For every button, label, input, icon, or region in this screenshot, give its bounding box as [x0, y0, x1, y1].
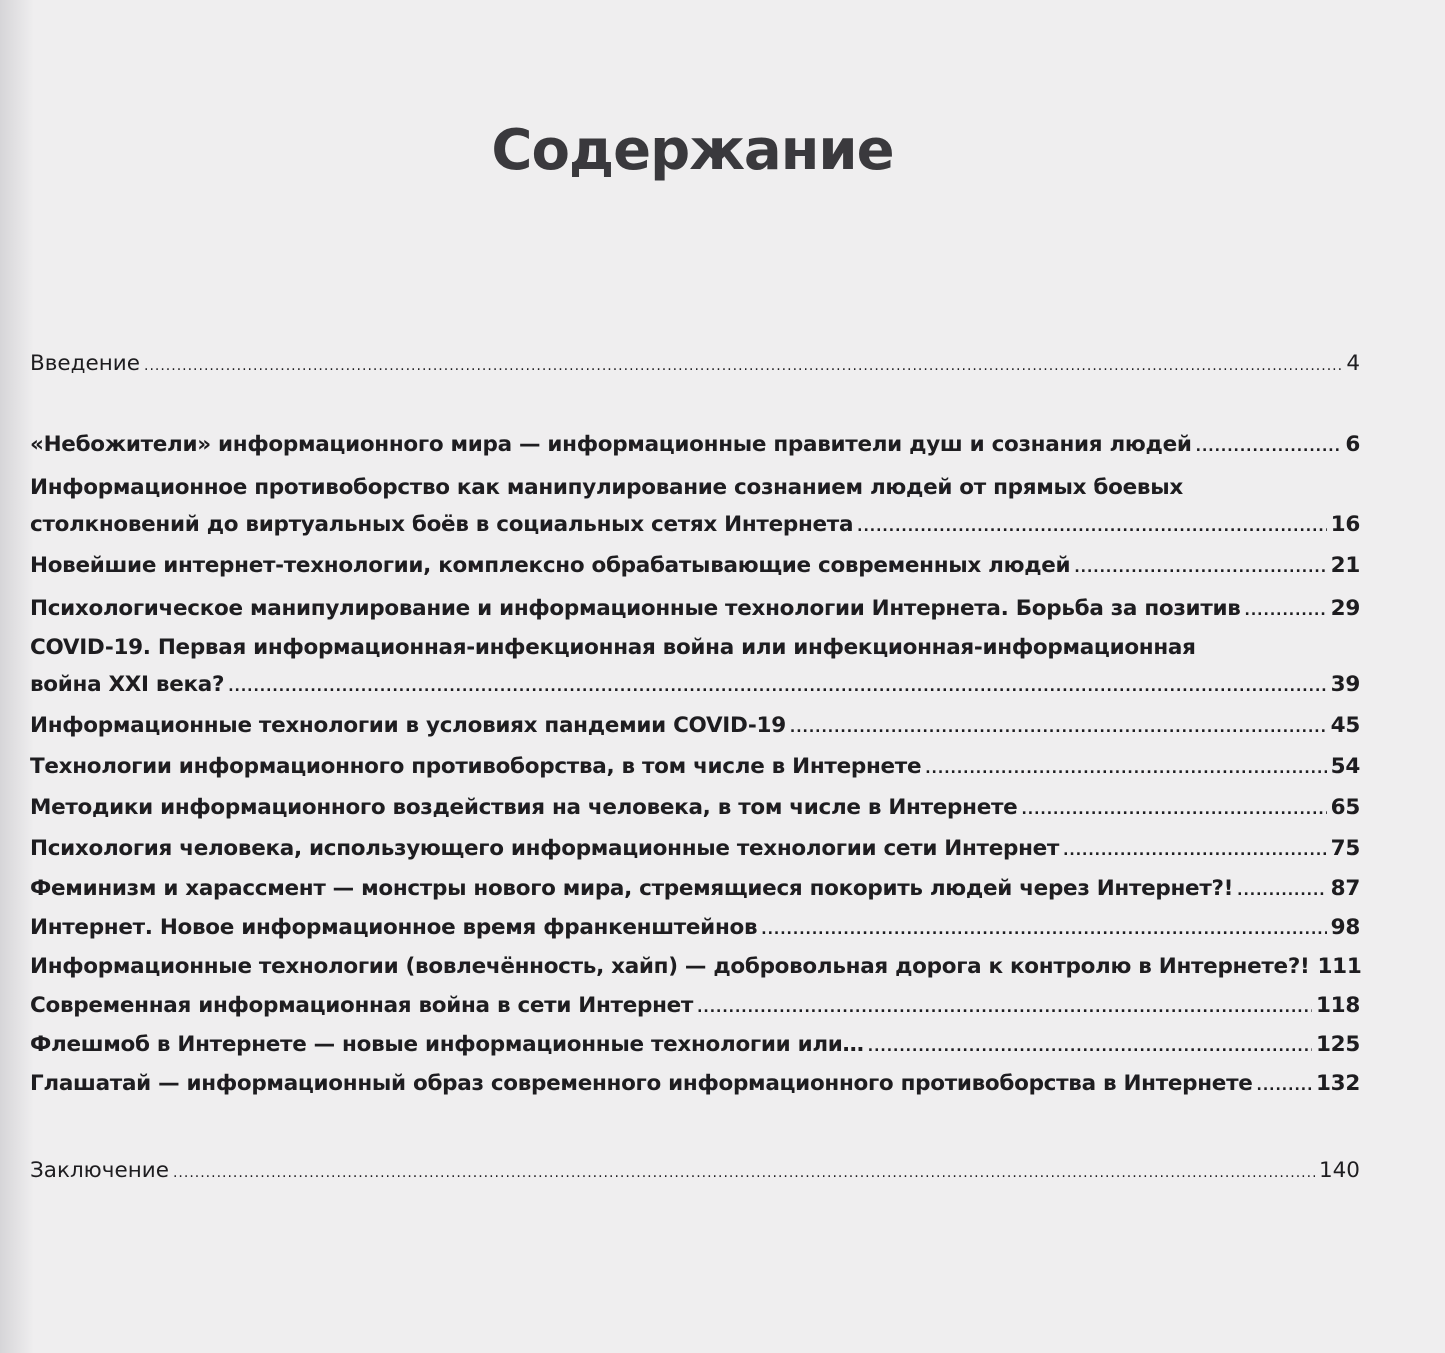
toc-entry[interactable] [30, 870, 1360, 910]
toc-entry-title-line1: COVID-19. Первая информационная-инфекционная война или инфекционная-информационная [30, 635, 1196, 660]
toc-leader-dots [697, 990, 1312, 1027]
toc-entry-title: Интернет. Новое информационное время франкенштейнов [30, 915, 758, 940]
toc-entry-title: «Небожители» информационного мира — информационные правители душ и сознания людей [30, 432, 1192, 457]
toc-entry[interactable] [30, 789, 1360, 829]
toc-page-number: 16 [1330, 512, 1360, 537]
toc-page-number: 118 [1316, 993, 1360, 1018]
toc-entry[interactable] [30, 1026, 1360, 1066]
toc-entry-title: Методики информационного воздействия на человека, в том числе в Интернете [30, 795, 1018, 820]
toc-leader-dots [925, 751, 1326, 788]
toc-entry[interactable] [30, 426, 1360, 466]
toc-page-number: 125 [1316, 1032, 1360, 1057]
toc-entry-title: Технологии информационного противоборства, в том числе в Интернете [30, 754, 922, 779]
toc-page-number: 54 [1330, 754, 1360, 779]
toc-entry[interactable] [30, 1065, 1360, 1105]
toc-leader-dots [761, 912, 1326, 949]
toc-entry-title: Современная информационная война в сети Интернет [30, 993, 694, 1018]
toc-page-number: 140 [1318, 1158, 1360, 1183]
toc-leader-dots [857, 509, 1327, 546]
toc-leader-dots [1237, 873, 1327, 910]
toc-entry-introduction[interactable] [30, 345, 1360, 385]
toc-entry-title: Информационные технологии (вовлечённость, хайп) — добровольная дорога к контролю в Интернете?! [30, 954, 1310, 979]
toc-page-number: 39 [1330, 672, 1360, 697]
toc-entry[interactable] [30, 909, 1360, 949]
toc-entry-title: Психологическое манипулирование и информационные технологии Интернета. Борьба за позитив [30, 596, 1241, 621]
toc-entry-title: Психология человека, использующего информационные технологии сети Интернет [30, 836, 1060, 861]
toc-entry[interactable] [30, 547, 1360, 587]
toc-page-number: 111 [1317, 954, 1362, 979]
toc-entry[interactable] [30, 987, 1360, 1027]
page-title: Содержание [491, 118, 894, 183]
toc-entry-title: Заключение [30, 1158, 169, 1183]
toc-page-number: 65 [1330, 795, 1360, 820]
toc-page-number: 98 [1330, 915, 1360, 940]
toc-page-number: 87 [1330, 876, 1360, 901]
toc-page-number: 6 [1345, 432, 1360, 457]
toc-entry-title: Введение [30, 351, 140, 376]
toc-page-number: 4 [1346, 351, 1360, 376]
toc-entry[interactable] [30, 830, 1360, 870]
toc-page-number: 75 [1330, 836, 1360, 861]
toc-page-number: 21 [1330, 553, 1360, 578]
toc-entry[interactable] [30, 629, 1360, 706]
toc-leader-dots [144, 348, 1342, 385]
toc-entry[interactable] [30, 590, 1360, 630]
toc-entry-title-line1: Информационное противоборство как манипулирование сознанием людей от прямых боевых [30, 475, 1183, 500]
toc-entry-title: Новейшие интернет-технологии, комплексно обрабатывающие современных людей [30, 553, 1071, 578]
toc-entry-title: Флешмоб в Интернете — новые информационные технологии или… [30, 1032, 864, 1057]
toc-leader-dots [1074, 550, 1326, 587]
toc-entry-title: Информационные технологии в условиях пандемии COVID-19 [30, 713, 786, 738]
page-edge-shadow [0, 0, 34, 1353]
toc-entry[interactable] [30, 948, 1360, 988]
toc-entry-title: война XXI века? [30, 672, 225, 697]
toc-entry[interactable] [30, 469, 1360, 546]
toc-leader-dots [1257, 1068, 1312, 1105]
toc-entry-conclusion[interactable] [30, 1152, 1360, 1192]
toc-leader-dots [228, 669, 1326, 706]
toc-leader-dots [868, 1029, 1312, 1066]
toc-entry-title: столкновений до виртуальных боёв в социальных сетях Интернета [30, 512, 854, 537]
toc-entry-title: Феминизм и харассмент — монстры нового мира, стремящиеся покорить людей через Интернет?! [30, 876, 1234, 901]
toc-leader-dots [1021, 792, 1326, 829]
toc-page-number: 132 [1316, 1071, 1360, 1096]
toc-entry-title: Глашатай — информационный образ современного информационного противоборства в Интернете [30, 1071, 1253, 1096]
toc-entry[interactable] [30, 748, 1360, 788]
toc-page-number: 45 [1330, 713, 1360, 738]
toc-page-number: 29 [1330, 596, 1360, 621]
toc-leader-dots [790, 710, 1327, 747]
toc-leader-dots [1245, 593, 1327, 630]
toc-entry[interactable] [30, 707, 1360, 747]
toc-leader-dots [1063, 833, 1327, 870]
toc-leader-dots [1196, 429, 1342, 466]
toc-leader-dots [173, 1155, 1315, 1192]
